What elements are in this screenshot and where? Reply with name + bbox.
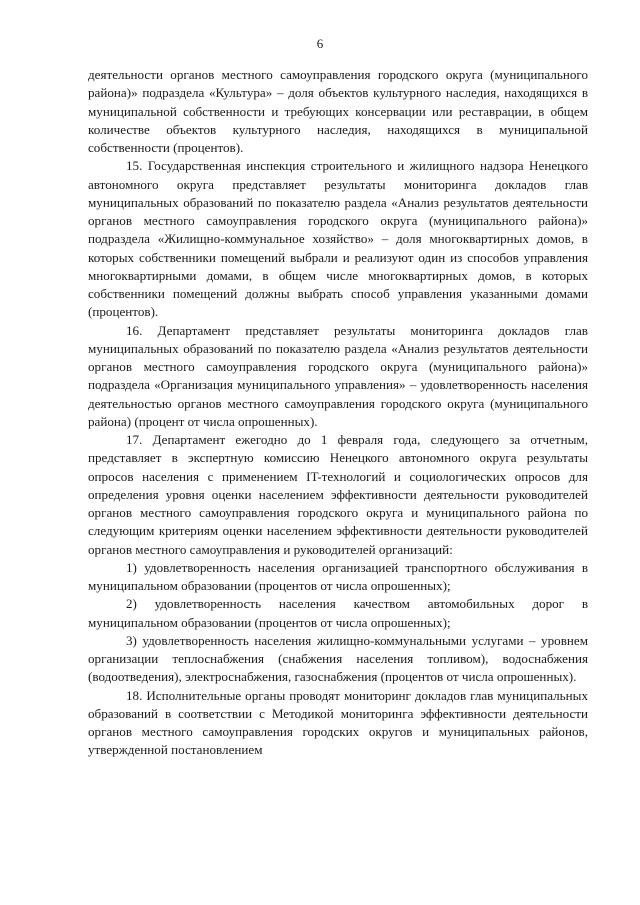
paragraph-continuation: деятельности органов местного самоуправления городского округа (муниципального района)» подраздела «Культура» – доля объектов культурного наследия, находящихся в муниципальной собственности и требующих консервации или реставрации, в общем количестве объектов культурного наследия, находящихся в муниципальной собственности (процентов). [88, 67, 588, 155]
criterion-item-1: 1) удовлетворенность населения организацией транспортного обслуживания в муниципальном образовании (процентов от числа опрошенных); [88, 559, 588, 593]
paragraph-item-15: 15. Государственная инспекция строительного и жилищного надзора Ненецкого автономного округа представляет результаты мониторинга докладов глав муниципальных образований по показателю раздела «Анализ результатов деятельности органов местного самоуправления городского округа (муниципального района)» подраздела «Жилищно-коммунальное хозяйство» – доля многоквартирных домов, в которых собственники помещений выбрали и реализуют один из способов управления многоквартирными домами, в общем числе многоквартирных домов, в которых собственники помещений должны выбрать способ управления указанными домами (процентов). [88, 158, 588, 320]
document-body [88, 66, 588, 760]
criterion-item-3: 3) удовлетворенность населения жилищно-коммунальными услугами – уровнем организации теплоснабжения (снабжения населения топливом), водоснабжения (водоотведения), электроснабжения, газоснабжения (процентов от числа опрошенных). [88, 632, 588, 685]
paragraph-item-16: 16. Департамент представляет результаты мониторинга докладов глав муниципальных образований по показателю раздела «Анализ результатов деятельности органов местного самоуправления городского округа (муниципального района)» подраздела «Организация муниципального управления» – удовлетворенность населения деятельностью органов местного самоуправления городского округа (муниципального района) (процент от числа опрошенных). [88, 322, 588, 429]
paragraph-item-18: 18. Исполнительные органы проводят мониторинг докладов глав муниципальных образований в соответствии с Методикой мониторинга эффективности деятельности органов местного самоуправления городских округов и муниципальных районов, утвержденной постановлением [88, 687, 588, 758]
page-number: 6 [316, 36, 324, 51]
criterion-item-2: 2) удовлетворенность населения качеством автомобильных дорог в муниципальном образовании (процентов от числа опрошенных); [88, 596, 588, 630]
paragraph-item-17: 17. Департамент ежегодно до 1 февраля года, следующего за отчетным, представляет в экспертную комиссию Ненецкого автономного округа результаты опросов населения с применением IT-технологий и социологических опросов для определения уровня оценки населением эффективности деятельности руководителей органов местного самоуправления городского округа и муниципального района по следующим критериям оценки населением эффективности деятельности руководителей органов местного самоуправления и руководителей организаций: [88, 432, 588, 557]
